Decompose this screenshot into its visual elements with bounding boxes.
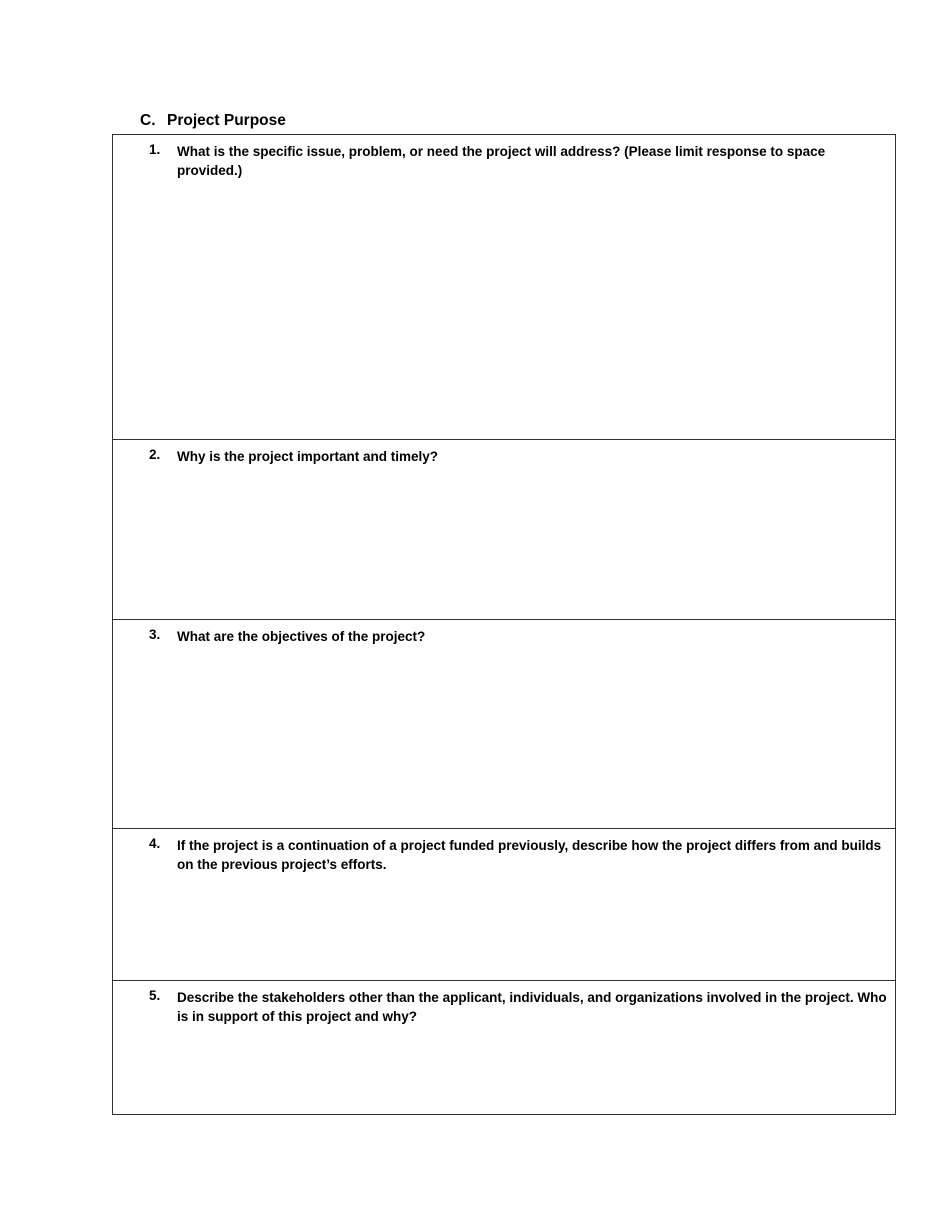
question-form — [112, 134, 896, 1115]
question-number: 5. — [149, 988, 161, 1003]
question-number: 3. — [149, 627, 161, 642]
question-text: What are the objectives of the project? — [177, 629, 426, 644]
question-1 — [113, 135, 895, 439]
answer-area-1[interactable] — [177, 183, 887, 431]
answer-area-4[interactable] — [177, 877, 887, 972]
question-number: 4. — [149, 836, 161, 851]
question-5 — [113, 980, 895, 1114]
answer-area-5[interactable] — [177, 1029, 887, 1106]
question-number: 1. — [149, 142, 161, 157]
answer-area-3[interactable] — [177, 650, 887, 820]
question-2 — [113, 439, 895, 619]
question-text: Describe the stakeholders other than the applicant, individuals, and organizations involved in the project. Who is in support of this project and why? — [177, 990, 887, 1024]
question-text: Why is the project important and timely? — [177, 449, 439, 464]
answer-area-2[interactable] — [177, 470, 887, 611]
section-heading — [140, 112, 286, 130]
section-letter: C. — [140, 112, 156, 129]
question-number: 2. — [149, 447, 161, 462]
question-4 — [113, 828, 895, 980]
question-text: What is the specific issue, problem, or need the project will address? (Please limit response to space provided.) — [177, 144, 826, 178]
question-text: If the project is a continuation of a project funded previously, describe how the project differs from and builds on the previous project’s efforts. — [177, 838, 882, 872]
section-title: Project Purpose — [167, 112, 286, 129]
question-3 — [113, 619, 895, 828]
